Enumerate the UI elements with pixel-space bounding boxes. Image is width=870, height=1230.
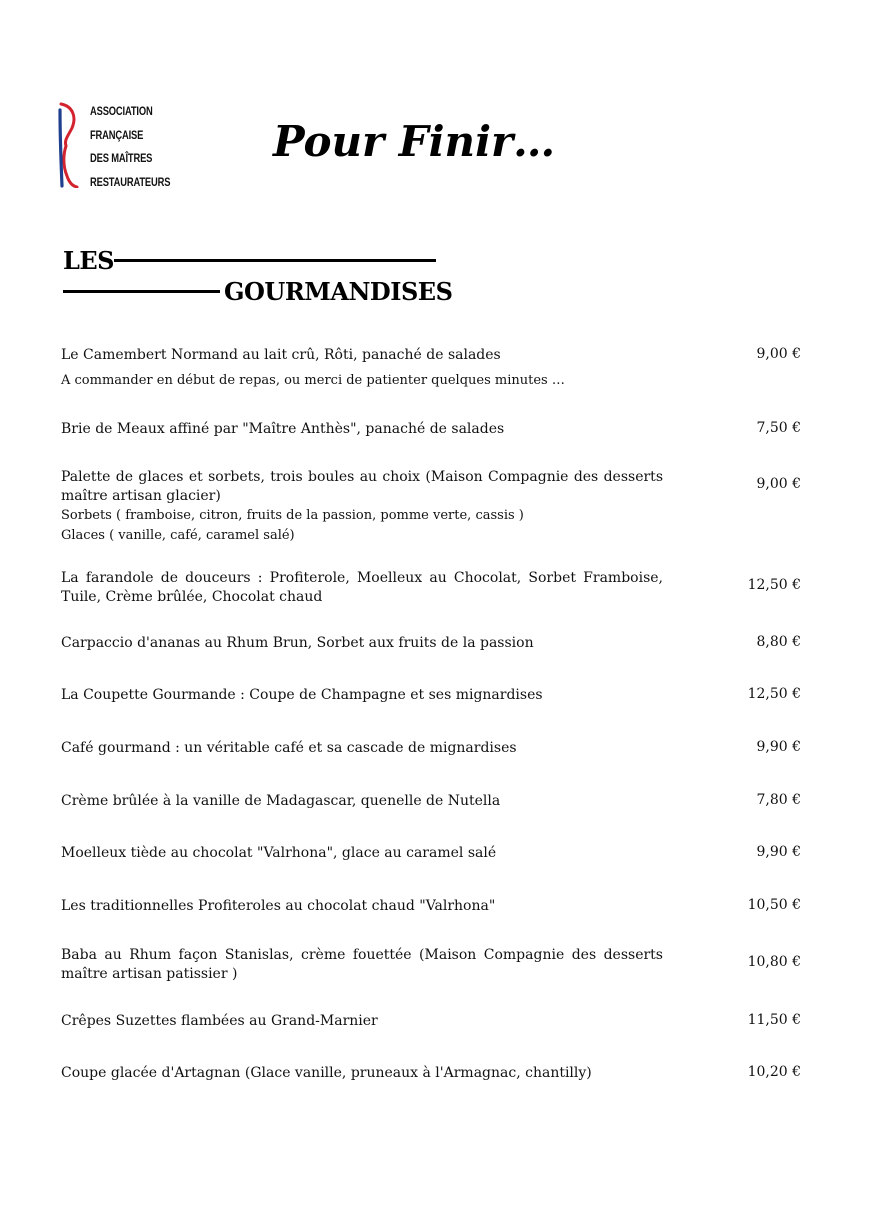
menu-item (61, 634, 801, 653)
dish-name: La Coupette Gourmande : Coupe de Champagne et ses mignardises (61, 687, 543, 703)
menu-item (61, 569, 801, 607)
dish-name: Carpaccio d'ananas au Rhum Brun, Sorbet aux fruits de la passion (61, 635, 534, 651)
menu-item (61, 686, 801, 705)
dish-name: Brie de Meaux affiné par "Maître Anthès", panaché de salades (61, 421, 505, 437)
logo-line: FRANÇAISE (90, 127, 144, 142)
menu-item (61, 468, 801, 546)
menu-item (61, 1064, 801, 1083)
maitres-restaurateurs-r-icon (58, 102, 80, 188)
dish-name: Moelleux tiède au chocolat "Valrhona", glace au caramel salé (61, 845, 497, 861)
dish-price: 9,00 € (756, 476, 801, 492)
logo-text (90, 100, 170, 194)
dish-price: 7,80 € (756, 792, 801, 808)
dish-note: Sorbets ( framboise, citron, fruits de la passion, pomme verte, cassis ) (61, 508, 524, 523)
dish-name: Crème brûlée à la vanille de Madagascar, quenelle de Nutella (61, 793, 501, 809)
dish-price: 12,50 € (747, 577, 801, 593)
dish-price: 10,20 € (747, 1064, 801, 1080)
association-logo (58, 100, 188, 190)
menu-item (61, 946, 801, 984)
menu-item (61, 1012, 801, 1031)
section-word-gourmandises: GOURMANDISES (224, 276, 453, 306)
dish-price: 11,50 € (747, 1012, 801, 1028)
dish-price: 10,80 € (747, 954, 801, 970)
page-title: Pour Finir… (273, 117, 556, 166)
dish-name: Les traditionnelles Profiteroles au chocolat chaud "Valrhona" (61, 898, 496, 914)
dish-price: 9,90 € (756, 844, 801, 860)
dish-note: Glaces ( vanille, café, caramel salé) (61, 528, 295, 543)
dish-price: 12,50 € (747, 686, 801, 702)
menu-item (61, 739, 801, 758)
dish-price: 8,80 € (756, 634, 801, 650)
dish-price: 7,50 € (756, 420, 801, 436)
logo-line: DES MAÎTRES (90, 151, 153, 165)
dish-name: Baba au Rhum façon Stanislas, crème fouettée (Maison Compagnie des desserts maître artisan patissier ) (61, 947, 663, 982)
dish-name: Le Camembert Normand au lait crû, Rôti, panaché de salades (61, 347, 501, 363)
menu-item (61, 897, 801, 916)
menu-item (61, 792, 801, 811)
dish-note: A commander en début de repas, ou merci de patienter quelques minutes … (61, 373, 565, 388)
logo-line: RESTAURATEURS (90, 174, 171, 189)
dish-name: Crêpes Suzettes flambées au Grand-Marnier (61, 1013, 378, 1029)
menu-item (61, 420, 801, 439)
dish-name: Coupe glacée d'Artagnan (Glace vanille, pruneaux à l'Armagnac, chantilly) (61, 1065, 592, 1081)
dish-price: 9,90 € (756, 739, 801, 755)
section-word-les: LES (63, 245, 114, 275)
heading-rule (114, 259, 436, 262)
section-heading-line-1 (63, 244, 436, 276)
logo-line: ASSOCIATION (90, 104, 153, 118)
dish-name: Palette de glaces et sorbets, trois boules au choix (Maison Compagnie des desserts maître artisan glacier) (61, 469, 663, 504)
dish-price: 9,00 € (756, 346, 801, 362)
menu-item (61, 346, 801, 391)
dish-name: La farandole de douceurs : Profiterole, Moelleux au Chocolat, Sorbet Framboise, Tuile, Crème brûlée, Chocolat chaud (61, 570, 663, 605)
section-heading-line-2 (63, 275, 452, 307)
dish-price: 10,50 € (747, 897, 801, 913)
heading-rule (63, 290, 220, 293)
menu-item (61, 844, 801, 863)
dish-name: Café gourmand : un véritable café et sa cascade de mignardises (61, 740, 517, 756)
